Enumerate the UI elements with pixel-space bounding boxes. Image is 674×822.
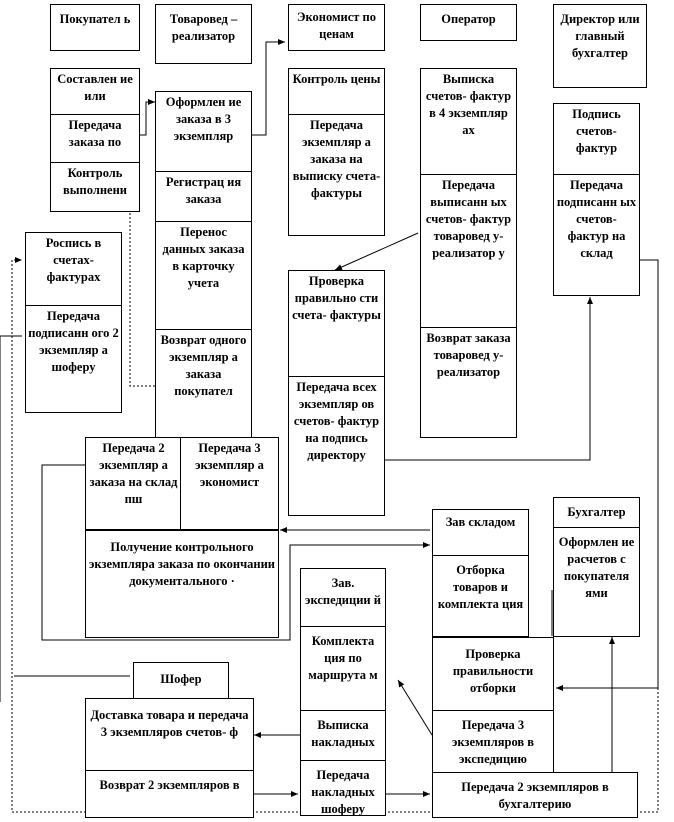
- dir-sign: Подпись счетов- фактур: [553, 103, 640, 176]
- sign-invoices: Роспись в счетах- фактурах: [25, 232, 122, 307]
- arrow-signed-to-driver: [0, 336, 22, 702]
- header-merch: Товаровед – реализатор: [155, 4, 252, 64]
- arrow-oper-to-check: [335, 233, 418, 270]
- header-director: Директор или главный бухгалтер: [553, 4, 647, 88]
- merch-register: Регистрац ия заказа: [155, 171, 252, 223]
- exp-waybill: Выписка накладных: [300, 710, 386, 762]
- header-warehouse: Зав складом: [432, 509, 529, 557]
- econ-transfer: Передача экземпляр а заказа на выписку счета- фактуры: [288, 114, 385, 236]
- oper-issue: Выписка счетов- фактур в 4 экземпляр ах: [420, 68, 517, 176]
- wh-transfer3: Передача 3 экземпляров в экспедицию: [432, 710, 554, 774]
- transfer3-econ: Передача 3 экземпляр а экономист: [180, 437, 279, 530]
- merch-return: Возврат одного экземпляр а заказа покупател: [155, 329, 252, 439]
- wh-check: Проверка правильности отборки: [432, 637, 554, 712]
- header-econ: Экономист по ценам: [288, 4, 385, 51]
- transfer-signed-driver: Передача подписанн ого 2 экземпляр а шоферу: [25, 305, 122, 413]
- driver-return: Возврат 2 экземпляров в: [85, 770, 254, 818]
- transfer-all: Передача всех экземпляр ов счетов- фактур на подпись директору: [288, 376, 385, 516]
- arrow-wh-to-exp: [398, 680, 432, 735]
- econ-control: Контроль цены: [288, 68, 385, 116]
- driver-deliver: Доставка товара и передача 3 экземпляров счетов- ф: [85, 698, 254, 772]
- arrow-merch-to-econ: [252, 42, 285, 135]
- oper-return: Возврат заказа товаровед у- реализатор: [420, 327, 517, 438]
- header-oper: Оператор: [420, 4, 517, 41]
- header-driver: Шофер: [133, 662, 229, 700]
- receive-control: Получение контрольного экземпляра заказа по окончании документального ·: [85, 530, 279, 638]
- header-expedition: Зав. экспедиции й: [300, 568, 386, 628]
- header-accountant: Бухгалтер: [553, 497, 640, 529]
- transfer2-acc: Передача 2 экземпляров в бухгалтерию: [432, 772, 638, 818]
- merch-transfer-data: Перенос данных заказа в карточку учета: [155, 221, 252, 331]
- buyer-control: Контроль выполнени: [50, 162, 140, 212]
- buyer-transfer: Передача заказа по: [50, 114, 140, 164]
- exp-pack: Комплекта ция по маршрута м: [300, 626, 386, 712]
- buyer-compose: Составлен ие или: [50, 68, 140, 116]
- transfer2-warehouse: Передача 2 экземпляр а заказа на склад пш: [85, 437, 182, 530]
- arrow-return-to-buyer: [130, 185, 155, 386]
- dir-transfer: Передача подписанн ых счетов- фактур на склад: [553, 174, 640, 296]
- arrow-buyer-to-merch: [140, 102, 155, 135]
- header-buyer: Покупател ь: [50, 4, 140, 51]
- oper-transfer: Передача выписанн ых счетов- фактур товаровед у- реализатор у: [420, 174, 517, 329]
- merch-form: Оформлен ие заказа в 3 экземпляр: [155, 91, 252, 173]
- acc-form: Оформлен ие расчетов с покупателя ями: [553, 527, 640, 637]
- exp-transfer: Передача накладных шоферу: [300, 760, 386, 816]
- check-invoice: Проверка правильно сти счета- фактуры: [288, 270, 385, 378]
- wh-pick: Отборка товаров и комплекта ция: [432, 555, 529, 637]
